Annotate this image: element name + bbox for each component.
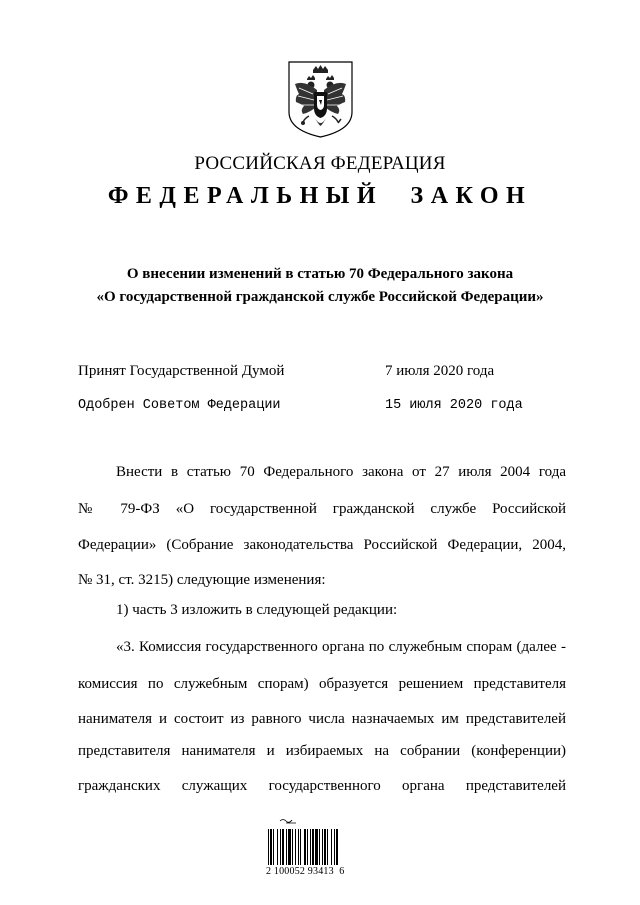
body-line: № 79-ФЗ «О государственной гражданской службе Российской <box>78 501 566 517</box>
body-line: № 31, ст. 3215) следующие изменения: <box>78 572 326 588</box>
country-name: РОССИЙСКАЯ ФЕДЕРАЦИЯ <box>194 153 446 174</box>
body-line: Внести в статью 70 Федерального закона от 27 июля 2004 года <box>116 464 566 480</box>
council-approval-label: Одобрен Советом Федерации <box>78 398 281 413</box>
duma-adoption-date: 7 июля 2020 года <box>385 363 495 379</box>
body-line: представителя нанимателя и избираемых на собрании (конференции) <box>78 743 566 759</box>
council-approval-date: 15 июля 2020 года <box>385 398 523 413</box>
document-type: ФЕДЕРАЛЬНЫЙ ЗАКОН <box>107 183 533 209</box>
body-line: 1) часть 3 изложить в следующей редакции: <box>116 602 398 618</box>
law-title-line-2: «О государственной гражданской службе Российской Федерации» <box>96 289 544 305</box>
body-line: комиссия по служебным спорам) образуется решением представителя <box>78 676 566 692</box>
body-line: «3. Комиссия государственного органа по служебным спорам (далее - <box>116 639 566 655</box>
barcode-number: 2 100052 93413 6 <box>266 866 345 877</box>
body-line: Федерации» (Собрание законодательства Российской Федерации, 2004, <box>78 537 566 553</box>
duma-adoption-label: Принят Государственной Думой <box>78 363 285 379</box>
coat-of-arms-emblem <box>287 60 354 138</box>
body-line: нанимателя и состоит из равного числа назначаемых им представителей <box>78 711 566 727</box>
law-title-line-1: О внесении изменений в статью 70 Федерального закона <box>126 266 514 282</box>
barcode-image <box>266 817 376 867</box>
body-line: гражданских служащих государственного органа представителей <box>78 778 566 794</box>
